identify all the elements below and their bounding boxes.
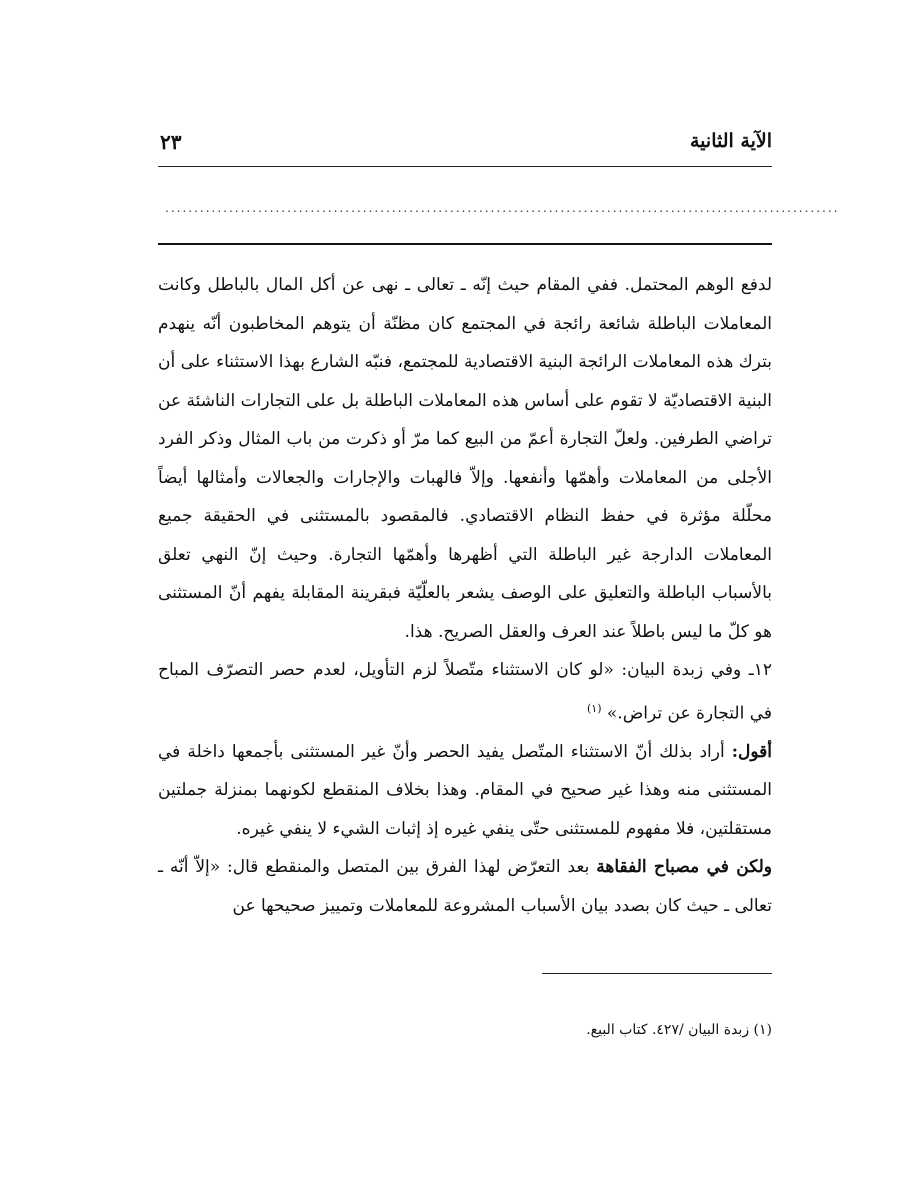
page-number: ٢٣ [160,130,182,154]
paragraph-1: لدفع الوهم المحتمل. ففي المقام حيث إنّه ـ تعالى ـ نهى عن أكل المال بالباطل وكانت المعاملات الباطلة شائعة رائجة في المجتمع كان مظنّة أن يتوهم المخاطبون أنّه ينهدم بترك هذه المعاملات الرائجة البنية الاقتصادية للمجتمع، فنبّه الشارع بهذا الاستثناء على أن البنية الاقتصاديّة لا تقوم على أساس هذه المعاملات الباطلة بل على التجارات الناشئة عن تراضي الطرفين. ولعلّ التجارة أعمّ من البيع كما مرّ أو ذكرت من باب المثال وذكر الفرد الأجلى من المعاملات وأهمّها وأنفعها. وإلاّ فالهبات والإجارات والجعالات وأمثالها أيضاً محلّلة مؤثرة في حفظ النظام الاقتصادي. فالمقصود بالمستثنى في الحقيقة جميع المعاملات الدارجة غير الباطلة التي أظهرها وأهمّها التجارة. وحيث إنّ النهي تعلق بالأسباب الباطلة والتعليق على الوصف يشعر بالعلّيّة فبقرينة المقابلة يفهم أنّ المستثنى هو كلّ ما ليس باطلاً عند العرف والعقل الصريح. هذا. [158,275,772,642]
footnote: (١) زبدة البيان /٤٢٧. كتاب البيع. [586,1022,772,1038]
paragraph-2 [158,651,772,733]
paragraph-4-lead: ولكن في مصباح الفقاهة [596,857,772,878]
footnote-marker: (١) [586,701,602,715]
paragraph-4 [158,848,772,925]
paragraph-3 [158,733,772,849]
header-rule [158,166,772,167]
running-header [160,128,772,162]
body-text [158,266,772,925]
paragraph-4-text: بعد التعرّض لهذا الفرق بين المتصل والمنقطع قال: «إلاّ أنّه ـ تعالى ـ حيث كان بصدد بيان الأسباب المشروعة للمعاملات وتمييز صحيحها عن [158,857,772,916]
paragraph-2-text: ١٢ـ وفي زبدة البيان: «لو كان الاستثناء متّصلاً لزم التأويل، لعدم حصر التصرّف المباح في التجارة عن تراض.» [158,660,772,724]
footnote-rule [542,973,772,974]
paragraph-3-text: أراد بذلك أنّ الاستثناء المتّصل يفيد الحصر وأنّ غير المستثنى بأجمعها داخلة في المستثنى منه وهذا غير صحيح في المقام. وهذا بخلاف المنقطع لكونهما بمنزلة جملتين مستقلتين، فلا مفهوم للمستثنى حتّى ينفي غيره إذ إثبات الشيء لا ينفي غيره. [158,741,772,839]
paragraph-3-lead: أقول: [731,741,772,762]
chapter-title: الآية الثانية [689,130,772,152]
body-top-rule [158,243,772,245]
dotted-divider: .................................................................................................................... [165,201,840,215]
